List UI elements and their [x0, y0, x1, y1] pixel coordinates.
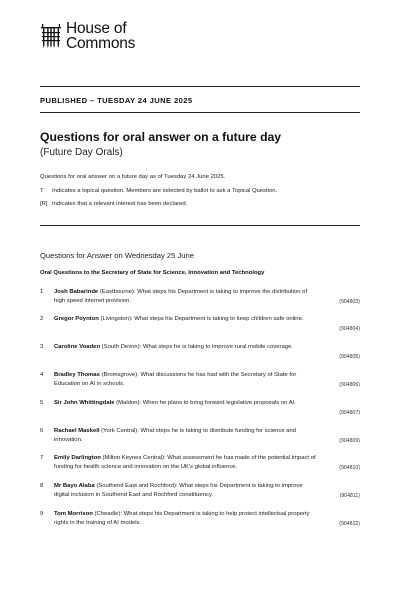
- question-number: 7: [40, 455, 44, 461]
- portcullis-icon: [40, 22, 62, 50]
- divider: [40, 112, 360, 113]
- question-text: What discussions he has had with the Secretary of State for Education on AI in schools.: [54, 372, 297, 388]
- question-item: [40, 343, 360, 365]
- note-mark: [R]: [40, 201, 48, 207]
- page-title: Questions for oral answer on a future day: [40, 130, 282, 144]
- constituency: (South Devon):: [100, 344, 143, 350]
- constituency: (York Central):: [99, 428, 141, 434]
- question-item: [40, 399, 360, 421]
- question-ref: (904812): [339, 521, 360, 527]
- question-ref: (904804): [339, 326, 360, 332]
- question-text: What steps his Department is taking to help protect intellectual property rights in the training of AI models.: [54, 511, 310, 527]
- question-item: [40, 371, 360, 393]
- question-ref: (904803): [339, 299, 360, 305]
- question-item: [40, 288, 360, 310]
- question-item: [40, 510, 360, 532]
- question-number: 2: [40, 316, 44, 322]
- question-ref: (904806): [339, 382, 360, 388]
- question-text: What steps he is taking to distribute funding for science and innovation.: [54, 428, 297, 444]
- member-name: Josh Babarinde: [54, 289, 99, 295]
- section-heading: Questions for Answer on Wednesday 25 June: [40, 251, 194, 260]
- question-item: [40, 427, 360, 449]
- question-ref: (904807): [339, 410, 360, 416]
- member-name: Rachael Maskell: [54, 428, 100, 434]
- question-number: 4: [40, 372, 44, 378]
- published-date: PUBLISHED – TUESDAY 24 JUNE 2025: [40, 96, 193, 105]
- question-text: What steps his Department is taking to keep children safe online.: [134, 316, 304, 322]
- constituency: (Bromsgrove):: [99, 372, 141, 378]
- document-page: [40, 0, 360, 600]
- question-text: What steps he is taking to improve rural mobile coverage.: [142, 344, 293, 350]
- member-name: Gregor Poynton: [54, 316, 99, 322]
- question-number: 6: [40, 428, 44, 434]
- member-name: Mr Bayo Alaba: [54, 483, 95, 489]
- logo-line-2: Commons: [66, 34, 136, 52]
- question-number: 1: [40, 289, 44, 295]
- member-name: Emily Darlington: [54, 455, 101, 461]
- question-item: [40, 315, 360, 337]
- question-text: What assessment he has made of the potential impact of funding for health science and innovation on the UK's global influence.: [54, 455, 316, 471]
- question-number: 3: [40, 344, 44, 350]
- question-ref: (904810): [339, 465, 360, 471]
- note-text: Indicates a topical question. Members are selected by ballot to ask a Topical Question.: [52, 188, 278, 194]
- question-number: 8: [40, 483, 44, 489]
- intro-text: Questions for oral answer on a future day as of Tuesday 24 June 2025.: [40, 174, 226, 180]
- constituency: (Livingston):: [98, 316, 135, 322]
- member-name: Caroline Voaden: [54, 344, 101, 350]
- page-subtitle: (Future Day Orals): [40, 147, 123, 158]
- constituency: (Cheadle):: [92, 511, 124, 517]
- member-name: Sir John Whittingdale: [54, 400, 115, 406]
- question-text: What steps his Department is taking to improve digital inclusion in Southend East and Rochford constituency.: [54, 483, 303, 499]
- divider: [40, 225, 360, 226]
- question-ref: (904811): [339, 493, 360, 499]
- note-text: Indicates that a relevant interest has been declared.: [52, 201, 188, 207]
- question-item: [40, 454, 360, 476]
- question-number: 9: [40, 511, 44, 517]
- constituency: (Milton Keynes Central):: [100, 455, 168, 461]
- note-interest: [40, 201, 187, 207]
- question-item: [40, 482, 360, 504]
- note-mark: T: [40, 188, 44, 194]
- constituency: (Eastbourne):: [98, 289, 138, 295]
- department-heading: Oral Questions to the Secretary of State for Science, Innovation and Technology: [40, 270, 265, 276]
- member-name: Tom Morrison: [54, 511, 93, 517]
- question-ref: (904809): [339, 438, 360, 444]
- house-of-commons-logo: [40, 22, 135, 51]
- member-name: Bradley Thomas: [54, 372, 100, 378]
- question-text: When he plans to bring forward legislative proposals on AI.: [142, 400, 296, 406]
- constituency: (Maldon):: [114, 400, 143, 406]
- question-number: 5: [40, 400, 44, 406]
- divider: [40, 86, 360, 87]
- question-ref: (904805): [339, 354, 360, 360]
- note-topical: [40, 188, 277, 194]
- question-text: What steps his Department is taking to improve the distribution of high speed internet provision.: [54, 289, 308, 305]
- logo-line-1: House of: [66, 20, 127, 37]
- constituency: (Southend East and Rochford):: [94, 483, 180, 489]
